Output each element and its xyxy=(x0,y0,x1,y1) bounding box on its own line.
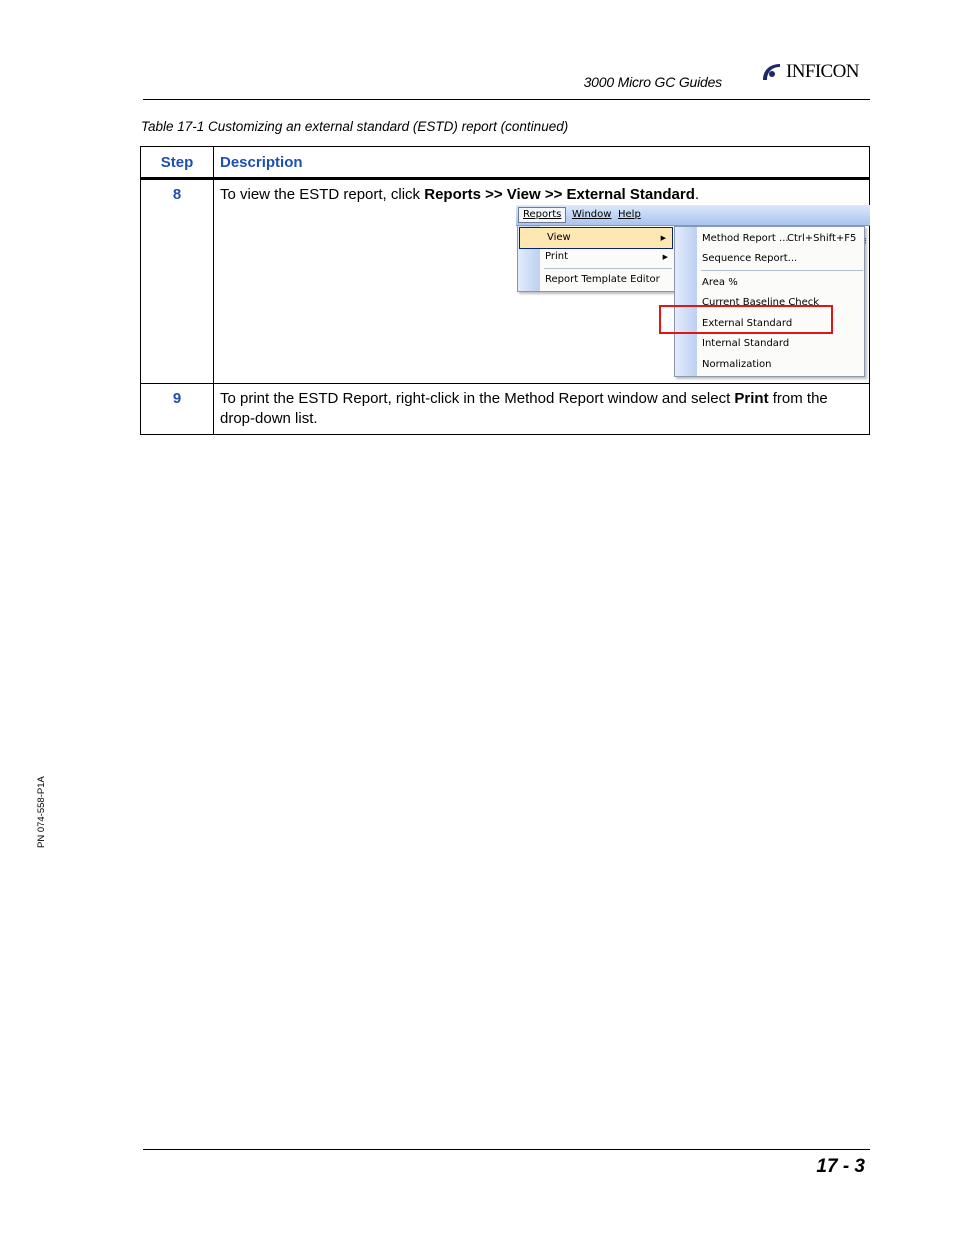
dropdown-item-print-label: Print xyxy=(545,251,569,262)
submenu-item-sequence-report[interactable] xyxy=(702,251,797,267)
step-text-bold: Reports >> View >> External Standard xyxy=(424,186,695,203)
dropdown-item-view[interactable] xyxy=(519,227,673,249)
submenu-item-current-baseline-label: Current Baseline Check xyxy=(702,297,820,308)
step-number: 8 xyxy=(141,179,214,384)
menu-reports[interactable] xyxy=(518,207,566,223)
submenu-item-internal-standard[interactable] xyxy=(702,336,789,352)
table-caption: Table 17-1 Customizing an external standard (ESTD) report (continued) xyxy=(141,119,569,134)
step-text: To view the ESTD report, click xyxy=(220,186,425,203)
dropdown-item-report-template-editor[interactable] xyxy=(518,270,674,290)
step-text-end: from the drop-down list. xyxy=(220,390,828,427)
reports-dropdown xyxy=(517,225,675,292)
submenu-item-method-report-label: Method Report ... xyxy=(702,233,789,244)
menu-help[interactable] xyxy=(614,208,645,222)
submenu-item-area[interactable] xyxy=(702,275,738,291)
menu-window-label: Window xyxy=(572,209,612,220)
submenu-item-sequence-report-label: Sequence Report... xyxy=(702,253,798,264)
step-text-end: . xyxy=(694,186,700,203)
table-row xyxy=(141,179,870,384)
dropdown-item-template-label: Report Template Editor xyxy=(545,274,660,285)
table-row xyxy=(141,384,870,435)
submenu-strip xyxy=(675,227,697,376)
part-number: PN 074-558-P1A xyxy=(36,776,47,848)
logo-text: INFICON xyxy=(786,61,859,82)
menu-bar xyxy=(516,205,870,226)
step-number: 9 xyxy=(141,384,214,435)
view-submenu xyxy=(674,226,865,377)
submenu-separator xyxy=(701,270,863,271)
submenu-item-method-report[interactable] xyxy=(702,231,789,247)
submenu-item-normalization-label: Normalization xyxy=(702,359,772,370)
dropdown-separator xyxy=(544,268,672,269)
step-description xyxy=(214,384,870,435)
menu-reports-label: Reports xyxy=(523,209,562,220)
step-description xyxy=(214,179,870,384)
header-rule xyxy=(143,99,870,100)
step-text: To print the ESTD Report, right-click in the Method Report window and select xyxy=(220,390,735,407)
submenu-item-area-label: Area % xyxy=(702,277,738,288)
header-guide-title: 3000 Micro GC Guides xyxy=(583,74,722,90)
step-column-header: Step xyxy=(141,147,214,179)
description-column-header: Description xyxy=(214,147,870,179)
footer-rule xyxy=(143,1149,870,1150)
page-number: 17 - 3 xyxy=(816,1156,865,1177)
submenu-arrow-icon: ▶ xyxy=(662,253,668,261)
dropdown-item-view-label: View xyxy=(547,232,571,243)
inficon-logo-mark-icon xyxy=(760,60,784,84)
external-standard-highlight xyxy=(659,305,833,334)
submenu-item-external-standard-label: External Standard xyxy=(702,318,793,329)
method-report-shortcut: Ctrl+Shift+F5 xyxy=(787,233,857,244)
dropdown-item-print[interactable] xyxy=(518,247,674,267)
submenu-item-normalization[interactable] xyxy=(702,357,772,373)
menu-help-label: Help xyxy=(618,209,641,220)
step-text-bold: Print xyxy=(734,390,769,407)
toolbar-grip-icon: ⁝ xyxy=(864,237,867,247)
menu-window[interactable] xyxy=(568,208,615,222)
steps-table xyxy=(140,146,870,435)
submenu-item-internal-standard-label: Internal Standard xyxy=(702,338,790,349)
submenu-arrow-icon: ▶ xyxy=(660,234,666,242)
menu-screenshot xyxy=(516,205,870,380)
inficon-logo xyxy=(760,58,859,86)
